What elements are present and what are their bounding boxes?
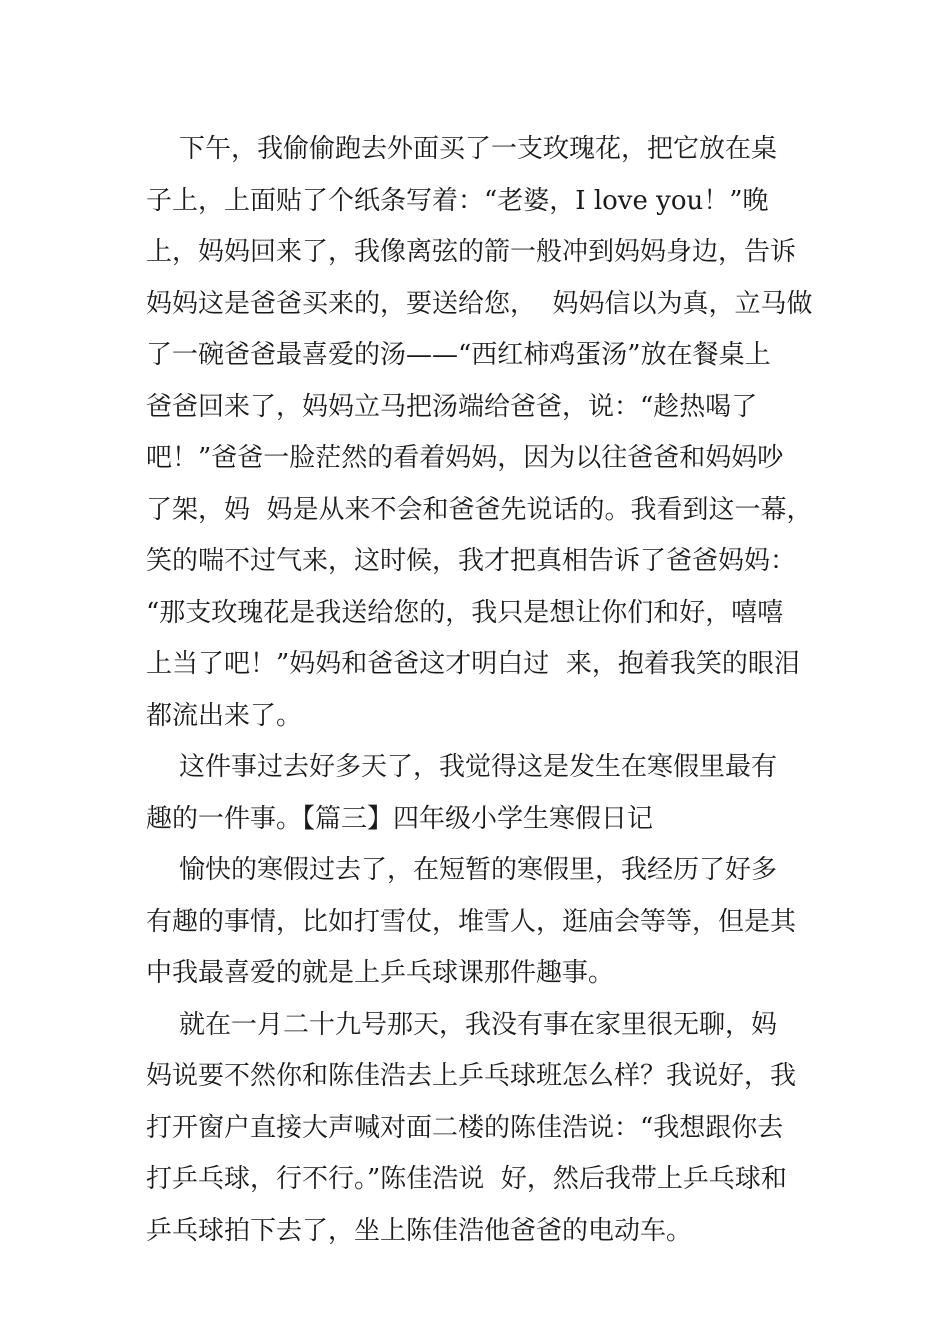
text-line: 趣的一件事。【篇三】四年级小学生寒假日记 bbox=[146, 803, 654, 834]
text-line: 了架，妈 妈是从来不会和爸爸先说话的。我看到这一幕， bbox=[146, 494, 813, 525]
text-line: 打开窗户直接大声喊对面二楼的陈佳浩说：“我想跟你去 bbox=[146, 1112, 784, 1143]
text-line: 妈说要不然你和陈佳浩去上乒乓球班怎么样？我说好，我 bbox=[146, 1061, 797, 1091]
text-line: 子上，上面贴了个纸条写着：“老婆，I love you！”晚 bbox=[146, 185, 769, 216]
text-line: 下午，我偷偷跑去外面买了一支玫瑰花，把它放在桌 bbox=[146, 134, 778, 164]
text-line: 妈妈这是爸爸买来的，要送给您， 妈妈信以为真，立马做 bbox=[146, 288, 813, 319]
text-line: 爸爸回来了，妈妈立马把汤端给爸爸，说：“趁热喝了 bbox=[146, 391, 758, 422]
text-line: 乒乓球拍下去了，坐上陈佳浩他爸爸的电动车。 bbox=[146, 1215, 693, 1246]
text-line: 笑的喘不过气来，这时候，我才把真相告诉了爸爸妈妈： bbox=[146, 546, 797, 576]
text-line: 上当了吧！”妈妈和爸爸这才明白过 来，抱着我笑的眼泪 bbox=[146, 649, 800, 679]
text-line: 都流出来了。 bbox=[146, 700, 303, 731]
text-line: 打乒乓球，行不行。”陈佳浩说 好，然后我带上乒乓球和 bbox=[146, 1164, 787, 1194]
text-line: 上，妈妈回来了，我像离弦的箭一般冲到妈妈身边，告诉 bbox=[146, 237, 797, 267]
text-line: 就在一月二十九号那天，我没有事在家里很无聊，妈 bbox=[146, 1009, 778, 1040]
text-line: 吧！”爸爸一脸茫然的看着妈妈，因为以往爸爸和妈妈吵 bbox=[146, 443, 784, 473]
text-line: 了一碗爸爸最喜爱的汤——“西红柿鸡蛋汤”放在餐桌上 bbox=[146, 340, 771, 370]
body-text bbox=[146, 124, 813, 1257]
text-line: 中我最喜爱的就是上乒乓球课那件趣事。 bbox=[146, 958, 615, 988]
text-line: “那支玫瑰花是我送给您的，我只是想让你们和好，嘻嘻 bbox=[146, 597, 784, 628]
text-line: 这件事过去好多天了，我觉得这是发生在寒假里最有 bbox=[146, 752, 778, 782]
text-line: 愉快的寒假过去了，在短暂的寒假里，我经历了好多 bbox=[146, 855, 778, 885]
text-line: 有趣的事情，比如打雪仗，堆雪人，逛庙会等等，但是其 bbox=[146, 906, 797, 937]
